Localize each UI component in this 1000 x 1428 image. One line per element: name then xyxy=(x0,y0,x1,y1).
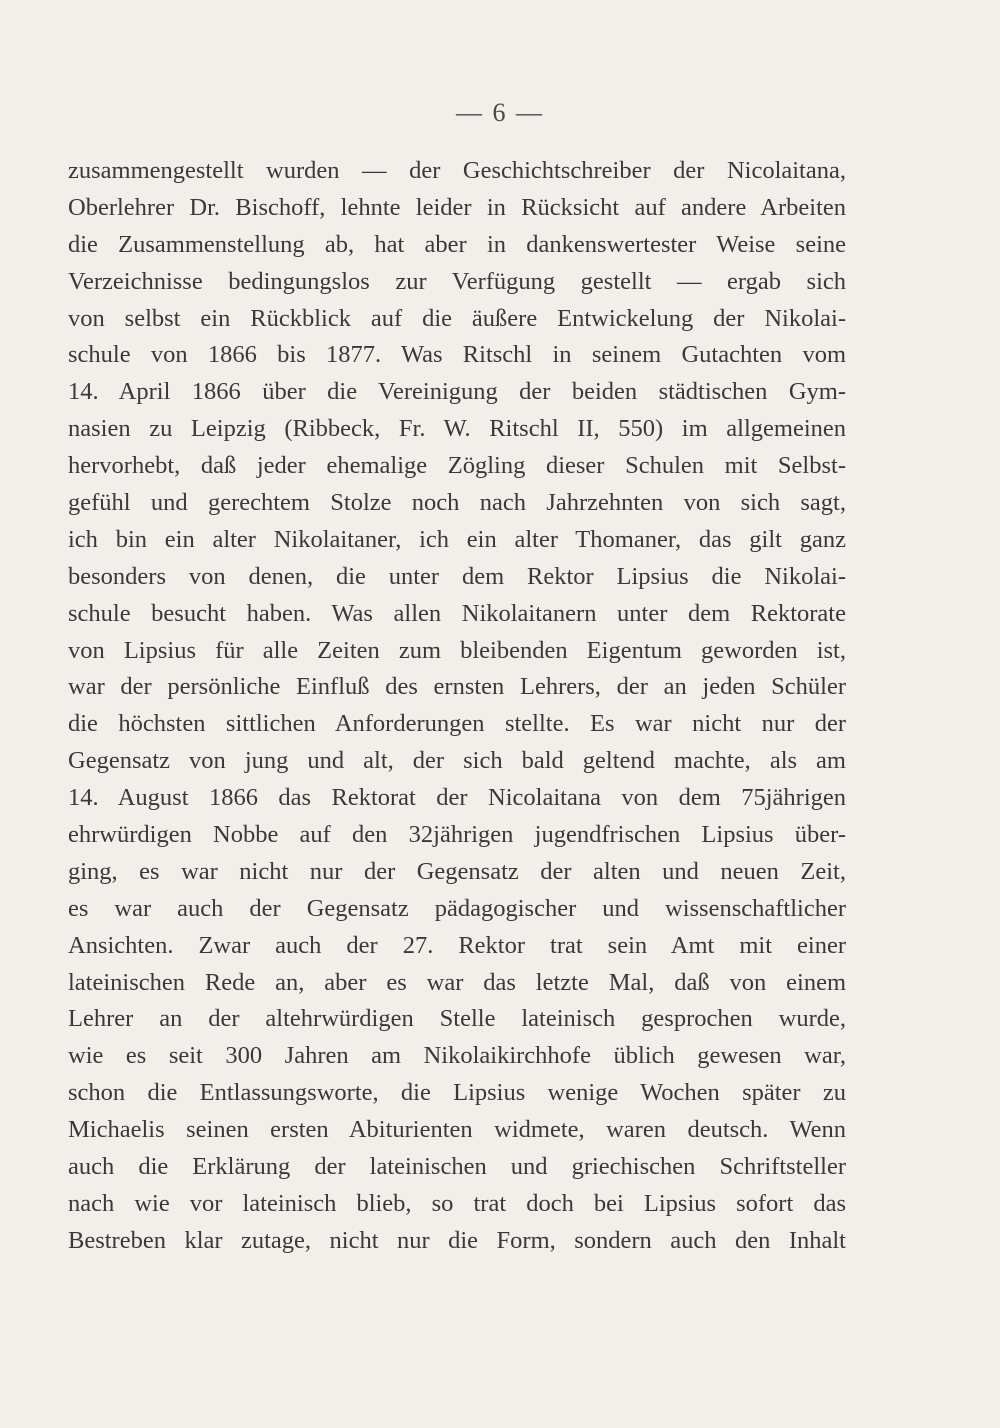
text-line: es war auch der Gegensatz pädagogischer und wissenschaftlicher xyxy=(68,894,846,922)
body-text xyxy=(68,153,846,1260)
text-line: Ansichten. Zwar auch der 27. Rektor trat sein Amt mit einer xyxy=(68,931,846,959)
text-line: Bestreben klar zutage, nicht nur die Form, sondern auch den Inhalt xyxy=(68,1226,846,1254)
text-line: Michaelis seinen ersten Abiturienten widmete, waren deutsch. Wenn xyxy=(68,1116,846,1144)
text-line: Verzeichnisse bedingungslos zur Verfügung gestellt — ergab sich xyxy=(68,267,846,295)
text-line: von selbst ein Rückblick auf die äußere Entwickelung der Nikolai- xyxy=(68,304,846,332)
text-line: nasien zu Leipzig (Ribbeck, Fr. W. Ritschl II, 550) im allgemeinen xyxy=(68,415,846,443)
text-line: schon die Entlassungsworte, die Lipsius wenige Wochen später zu xyxy=(68,1079,846,1107)
text-line: die Zusammenstellung ab, hat aber in dankenswertester Weise seine xyxy=(68,230,846,258)
text-line: lateinischen Rede an, aber es war das letzte Mal, daß von einem xyxy=(68,968,846,996)
text-line: schule von 1866 bis 1877. Was Ritschl in seinem Gutachten vom xyxy=(68,341,846,369)
text-line: schule besucht haben. Was allen Nikolaitanern unter dem Rektorate xyxy=(68,599,846,627)
text-line: gefühl und gerechtem Stolze noch nach Jahrzehnten von sich sagt, xyxy=(68,489,846,517)
text-line: hervorhebt, daß jeder ehemalige Zögling dieser Schulen mit Selbst- xyxy=(68,452,846,480)
text-line: 14. April 1866 über die Vereinigung der beiden städtischen Gym- xyxy=(68,378,846,406)
text-line: ich bin ein alter Nikolaitaner, ich ein alter Thomaner, das gilt ganz xyxy=(68,525,846,553)
text-line: ging, es war nicht nur der Gegensatz der alten und neuen Zeit, xyxy=(68,857,846,885)
page-number: — 6 — xyxy=(456,98,544,127)
text-line: die höchsten sittlichen Anforderungen stellte. Es war nicht nur der xyxy=(68,710,846,738)
text-line: Gegensatz von jung und alt, der sich bald geltend machte, als am xyxy=(68,747,846,775)
text-line: besonders von denen, die unter dem Rektor Lipsius die Nikolai- xyxy=(68,562,846,590)
text-line: Oberlehrer Dr. Bischoff, lehnte leider in Rücksicht auf andere Arbeiten xyxy=(68,193,846,221)
text-line: wie es seit 300 Jahren am Nikolaikirchhofe üblich gewesen war, xyxy=(68,1042,846,1070)
text-line: Lehrer an der altehrwürdigen Stelle lateinisch gesprochen wurde, xyxy=(68,1005,846,1033)
text-line: auch die Erklärung der lateinischen und griechischen Schriftsteller xyxy=(68,1153,846,1181)
text-line: nach wie vor lateinisch blieb, so trat doch bei Lipsius sofort das xyxy=(68,1189,846,1217)
text-line: war der persönliche Einfluß des ernsten Lehrers, der an jeden Schüler xyxy=(68,673,846,701)
text-line: 14. August 1866 das Rektorat der Nicolaitana von dem 75jährigen xyxy=(68,784,846,812)
text-line: von Lipsius für alle Zeiten zum bleibenden Eigentum geworden ist, xyxy=(68,636,846,664)
text-line: zusammengestellt wurden — der Geschichtschreiber der Nicolaitana, xyxy=(68,157,846,184)
text-line: ehrwürdigen Nobbe auf den 32jährigen jugendfrischen Lipsius über- xyxy=(68,821,846,849)
